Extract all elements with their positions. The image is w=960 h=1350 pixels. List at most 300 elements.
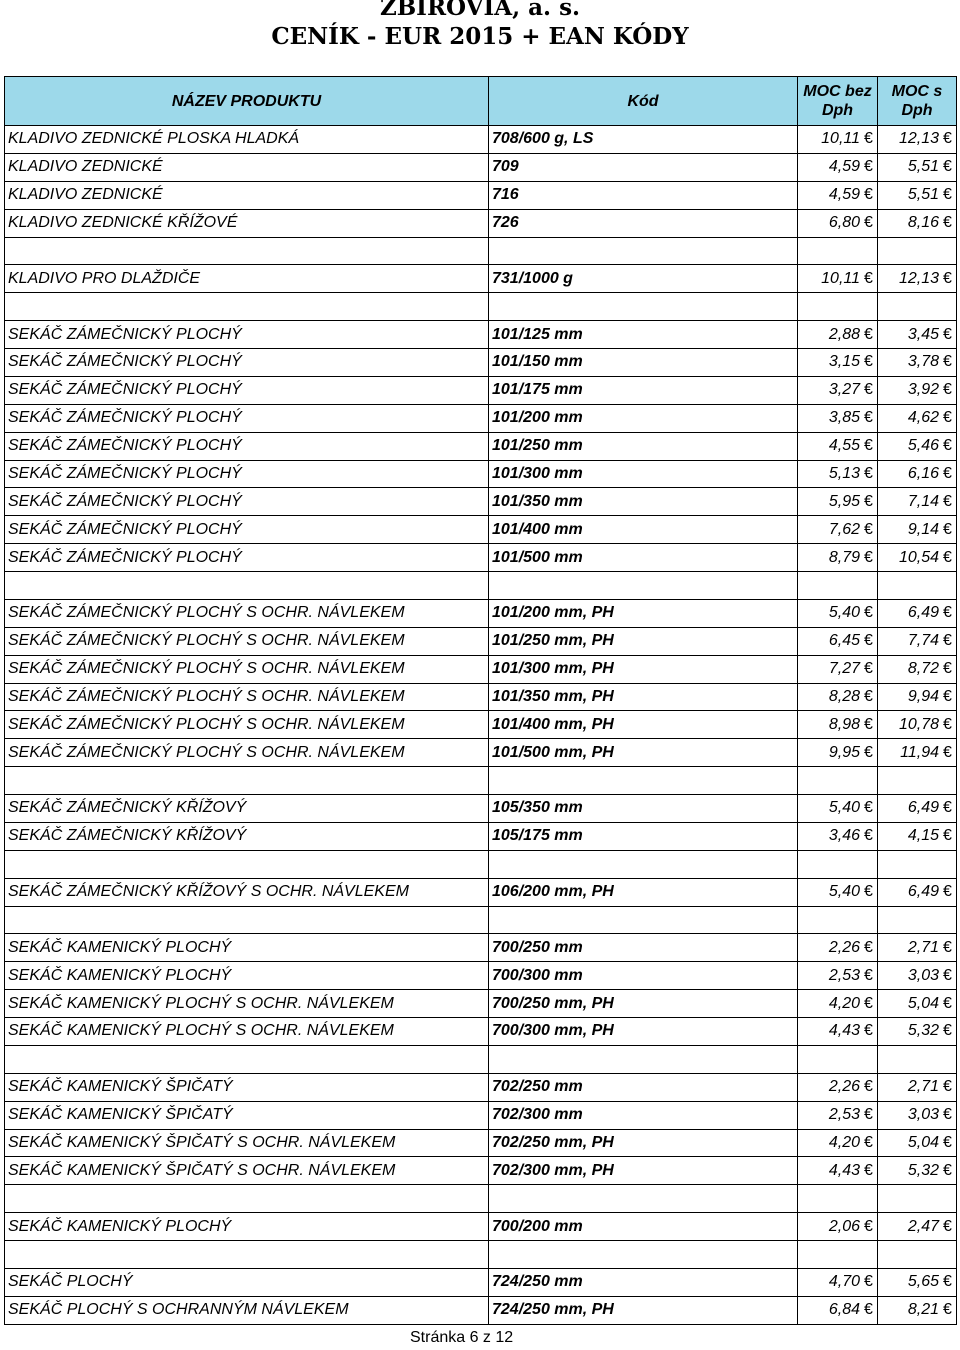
euro-icon: €	[943, 269, 952, 287]
table-row	[5, 1296, 957, 1324]
euro-icon: €	[943, 1078, 952, 1096]
table-row	[5, 544, 957, 572]
euro-icon: €	[943, 966, 952, 984]
euro-icon: €	[864, 799, 873, 817]
price-vat-cell-value: 3,78	[907, 353, 939, 371]
table-row	[5, 822, 957, 850]
product-name-cell: KLADIVO PRO DLAŽDIČE	[5, 265, 489, 293]
price-vat-cell	[878, 795, 957, 823]
product-name-cell	[5, 237, 489, 265]
price-cell-value: 5,40	[828, 604, 860, 622]
table-row	[5, 1268, 957, 1296]
euro-icon: €	[864, 186, 873, 204]
product-name-cell: SEKÁČ ZÁMEČNICKÝ PLOCHÝ S OCHR. NÁVLEKEM	[5, 627, 489, 655]
price-vat-cell	[878, 1073, 957, 1101]
price-vat-cell	[878, 655, 957, 683]
price-cell	[798, 990, 878, 1018]
price-vat-cell-value: 4,62	[907, 409, 939, 427]
euro-icon: €	[864, 827, 873, 845]
euro-icon: €	[943, 1161, 952, 1179]
price-cell-value: 10,11	[821, 269, 860, 287]
product-name-cell: SEKÁČ KAMENICKÝ PLOCHÝ	[5, 962, 489, 990]
product-code-cell	[489, 572, 798, 600]
euro-icon: €	[864, 520, 873, 538]
product-code-cell: 708/600 g, LS	[489, 126, 798, 154]
euro-icon: €	[864, 660, 873, 678]
price-vat-cell	[878, 349, 957, 377]
price-cell-value: 5,13	[828, 464, 860, 482]
price-cell-value: 9,95	[828, 743, 860, 761]
price-cell-value: 4,20	[828, 994, 860, 1012]
product-name-cell: SEKÁČ KAMENICKÝ ŠPIČATÝ S OCHR. NÁVLEKEM	[5, 1157, 489, 1185]
price-cell	[798, 376, 878, 404]
product-code-cell: 101/400 mm, PH	[489, 711, 798, 739]
price-vat-cell	[878, 1129, 957, 1157]
table-row-empty	[5, 850, 957, 878]
price-vat-cell	[878, 627, 957, 655]
product-name-cell: SEKÁČ PLOCHÝ	[5, 1268, 489, 1296]
table-row	[5, 349, 957, 377]
price-vat-cell-value: 2,47	[907, 1217, 939, 1235]
product-name-cell: SEKÁČ ZÁMEČNICKÝ PLOCHÝ S OCHR. NÁVLEKEM	[5, 711, 489, 739]
product-name-cell	[5, 1045, 489, 1073]
price-cell	[798, 126, 878, 154]
product-code-cell: 105/175 mm	[489, 822, 798, 850]
price-vat-cell	[878, 265, 957, 293]
table-row	[5, 934, 957, 962]
product-name-cell: SEKÁČ KAMENICKÝ PLOCHÝ S OCHR. NÁVLEKEM	[5, 1018, 489, 1046]
euro-icon: €	[864, 715, 873, 733]
table-row	[5, 153, 957, 181]
euro-icon: €	[943, 1106, 952, 1124]
table-row	[5, 990, 957, 1018]
product-name-cell	[5, 572, 489, 600]
price-cell-value: 5,95	[828, 492, 860, 510]
table-row	[5, 265, 957, 293]
euro-icon: €	[943, 409, 952, 427]
price-cell	[798, 906, 878, 934]
product-code-cell: 101/250 mm, PH	[489, 627, 798, 655]
product-name-cell: SEKÁČ KAMENICKÝ ŠPIČATÝ	[5, 1101, 489, 1129]
euro-icon: €	[943, 130, 952, 148]
euro-icon: €	[943, 464, 952, 482]
table-row	[5, 599, 957, 627]
price-vat-cell-value: 9,94	[907, 687, 939, 705]
price-vat-cell	[878, 990, 957, 1018]
product-code-cell: 702/250 mm, PH	[489, 1129, 798, 1157]
table-row	[5, 488, 957, 516]
price-vat-cell	[878, 683, 957, 711]
price-cell	[798, 822, 878, 850]
table-row	[5, 627, 957, 655]
product-code-cell: 700/200 mm	[489, 1213, 798, 1241]
price-cell	[798, 655, 878, 683]
price-vat-cell	[878, 181, 957, 209]
product-name-cell: SEKÁČ ZÁMEČNICKÝ PLOCHÝ S OCHR. NÁVLEKEM	[5, 655, 489, 683]
price-cell	[798, 1018, 878, 1046]
price-vat-cell	[878, 321, 957, 349]
table-row	[5, 739, 957, 767]
price-vat-cell-value: 3,03	[907, 1106, 939, 1124]
product-code-cell: 101/500 mm	[489, 544, 798, 572]
price-cell-value: 4,59	[828, 186, 860, 204]
price-cell	[798, 488, 878, 516]
table-row-empty	[5, 572, 957, 600]
product-name-cell: SEKÁČ KAMENICKÝ PLOCHÝ	[5, 1213, 489, 1241]
price-vat-cell	[878, 906, 957, 934]
euro-icon: €	[943, 827, 952, 845]
table-row	[5, 321, 957, 349]
euro-icon: €	[864, 1022, 873, 1040]
product-code-cell: 101/350 mm, PH	[489, 683, 798, 711]
product-code-cell	[489, 850, 798, 878]
price-cell-value: 8,79	[828, 548, 860, 566]
price-vat-cell	[878, 293, 957, 321]
product-name-cell: SEKÁČ ZÁMEČNICKÝ KŘÍŽOVÝ S OCHR. NÁVLEKEM	[5, 878, 489, 906]
price-cell	[798, 627, 878, 655]
price-cell-value: 4,59	[828, 158, 860, 176]
table-row-empty	[5, 1185, 957, 1213]
product-code-cell	[489, 767, 798, 795]
product-name-cell	[5, 850, 489, 878]
price-vat-cell-value: 12,13	[898, 269, 939, 287]
price-cell-value: 7,62	[828, 520, 860, 538]
euro-icon: €	[864, 158, 873, 176]
euro-icon: €	[943, 492, 952, 510]
price-cell	[798, 767, 878, 795]
price-vat-cell-value: 8,21	[907, 1301, 939, 1319]
product-name-cell: SEKÁČ KAMENICKÝ ŠPIČATÝ	[5, 1073, 489, 1101]
price-cell-value: 2,26	[828, 938, 860, 956]
product-code-cell	[489, 1241, 798, 1269]
euro-icon: €	[864, 883, 873, 901]
product-name-cell: SEKÁČ ZÁMEČNICKÝ PLOCHÝ S OCHR. NÁVLEKEM	[5, 683, 489, 711]
price-cell	[798, 460, 878, 488]
price-vat-cell	[878, 767, 957, 795]
table-row	[5, 376, 957, 404]
product-name-cell	[5, 1241, 489, 1269]
price-vat-cell-value: 6,49	[907, 883, 939, 901]
product-name-cell: SEKÁČ ZÁMEČNICKÝ PLOCHÝ	[5, 376, 489, 404]
euro-icon: €	[943, 548, 952, 566]
product-code-cell: 702/300 mm, PH	[489, 1157, 798, 1185]
product-code-cell: 716	[489, 181, 798, 209]
price-vat-cell-value: 5,32	[907, 1161, 939, 1179]
price-vat-cell-value: 8,72	[907, 660, 939, 678]
product-name-cell: SEKÁČ ZÁMEČNICKÝ PLOCHÝ	[5, 516, 489, 544]
price-cell-value: 2,88	[828, 325, 860, 343]
price-vat-cell-value: 6,16	[907, 464, 939, 482]
price-cell	[798, 795, 878, 823]
table-row-empty	[5, 1045, 957, 1073]
product-name-cell: SEKÁČ ZÁMEČNICKÝ PLOCHÝ	[5, 349, 489, 377]
table-row	[5, 1101, 957, 1129]
price-cell	[798, 209, 878, 237]
euro-icon: €	[864, 492, 873, 510]
price-vat-cell	[878, 878, 957, 906]
product-name-cell: SEKÁČ ZÁMEČNICKÝ PLOCHÝ	[5, 321, 489, 349]
euro-icon: €	[864, 1133, 873, 1151]
price-cell	[798, 293, 878, 321]
product-name-cell: SEKÁČ ZÁMEČNICKÝ PLOCHÝ	[5, 544, 489, 572]
product-code-cell: 101/250 mm	[489, 432, 798, 460]
table-row	[5, 432, 957, 460]
product-code-cell	[489, 906, 798, 934]
price-cell	[798, 739, 878, 767]
product-name-cell	[5, 767, 489, 795]
price-cell-value: 4,43	[828, 1022, 860, 1040]
euro-icon: €	[864, 994, 873, 1012]
price-vat-cell	[878, 1296, 957, 1324]
product-name-cell: SEKÁČ ZÁMEČNICKÝ PLOCHÝ S OCHR. NÁVLEKEM	[5, 599, 489, 627]
table-row	[5, 711, 957, 739]
euro-icon: €	[943, 799, 952, 817]
euro-icon: €	[943, 158, 952, 176]
product-code-cell: 702/300 mm	[489, 1101, 798, 1129]
price-vat-cell-value: 2,71	[907, 1078, 939, 1096]
product-code-cell: 101/500 mm, PH	[489, 739, 798, 767]
price-cell-value: 4,55	[828, 437, 860, 455]
euro-icon: €	[864, 214, 873, 232]
price-cell-value: 6,45	[828, 632, 860, 650]
euro-icon: €	[943, 381, 952, 399]
price-cell	[798, 962, 878, 990]
euro-icon: €	[864, 1301, 873, 1319]
euro-icon: €	[943, 214, 952, 232]
company-name: ZBIROVIA, a. s.	[379, 0, 581, 21]
table-row-empty	[5, 906, 957, 934]
price-cell	[798, 850, 878, 878]
product-code-cell: 101/200 mm	[489, 404, 798, 432]
price-cell	[798, 711, 878, 739]
price-vat-cell	[878, 488, 957, 516]
product-name-cell	[5, 293, 489, 321]
product-code-cell: 101/300 mm	[489, 460, 798, 488]
product-name-cell: KLADIVO ZEDNICKÉ	[5, 181, 489, 209]
euro-icon: €	[943, 1133, 952, 1151]
price-cell	[798, 516, 878, 544]
product-name-cell: SEKÁČ ZÁMEČNICKÝ PLOCHÝ	[5, 432, 489, 460]
table-row	[5, 878, 957, 906]
table-row	[5, 683, 957, 711]
price-cell-value: 3,27	[828, 381, 860, 399]
price-cell	[798, 572, 878, 600]
price-cell	[798, 1241, 878, 1269]
price-cell	[798, 599, 878, 627]
product-name-cell: SEKÁČ ZÁMEČNICKÝ PLOCHÝ	[5, 488, 489, 516]
price-cell	[798, 265, 878, 293]
price-vat-cell-value: 7,74	[907, 632, 939, 650]
euro-icon: €	[943, 186, 952, 204]
product-name-cell: KLADIVO ZEDNICKÉ PLOSKA HLADKÁ	[5, 126, 489, 154]
price-cell	[798, 153, 878, 181]
price-vat-cell	[878, 822, 957, 850]
price-vat-cell	[878, 1213, 957, 1241]
price-cell-value: 2,26	[828, 1078, 860, 1096]
price-cell	[798, 1073, 878, 1101]
price-vat-cell-value: 3,92	[907, 381, 939, 399]
price-vat-cell-value: 8,16	[907, 214, 939, 232]
price-vat-cell	[878, 711, 957, 739]
table-row-empty	[5, 1241, 957, 1269]
price-cell-value: 2,53	[828, 966, 860, 984]
product-name-cell: SEKÁČ PLOCHÝ S OCHRANNÝM NÁVLEKEM	[5, 1296, 489, 1324]
price-vat-cell	[878, 739, 957, 767]
table-row	[5, 516, 957, 544]
product-code-cell: 726	[489, 209, 798, 237]
price-table	[4, 76, 957, 1325]
table-row	[5, 1073, 957, 1101]
price-vat-cell	[878, 1018, 957, 1046]
product-code-cell: 101/350 mm	[489, 488, 798, 516]
price-vat-cell	[878, 404, 957, 432]
product-code-cell: 731/1000 g	[489, 265, 798, 293]
euro-icon: €	[943, 632, 952, 650]
price-vat-cell-value: 5,51	[907, 158, 939, 176]
price-cell	[798, 1045, 878, 1073]
price-vat-cell-value: 5,04	[907, 994, 939, 1012]
product-name-cell: SEKÁČ ZÁMEČNICKÝ KŘÍŽOVÝ	[5, 795, 489, 823]
euro-icon: €	[864, 938, 873, 956]
euro-icon: €	[943, 994, 952, 1012]
euro-icon: €	[864, 604, 873, 622]
column-header-price-line2: Dph	[821, 102, 854, 119]
column-header-price-vat	[878, 77, 957, 126]
product-name-cell: SEKÁČ KAMENICKÝ PLOCHÝ	[5, 934, 489, 962]
price-vat-cell	[878, 432, 957, 460]
table-row	[5, 1213, 957, 1241]
euro-icon: €	[943, 1301, 952, 1319]
price-vat-cell	[878, 962, 957, 990]
price-vat-cell	[878, 126, 957, 154]
table-row	[5, 126, 957, 154]
column-header-price-line1: MOC bez	[803, 83, 872, 100]
price-cell	[798, 683, 878, 711]
price-vat-cell-value: 2,71	[907, 938, 939, 956]
price-vat-cell-value: 6,49	[907, 604, 939, 622]
table-body	[5, 126, 957, 1325]
table-row	[5, 795, 957, 823]
price-vat-cell	[878, 850, 957, 878]
price-vat-cell	[878, 237, 957, 265]
price-cell	[798, 878, 878, 906]
price-vat-cell	[878, 934, 957, 962]
euro-icon: €	[943, 660, 952, 678]
product-code-cell: 101/125 mm	[489, 321, 798, 349]
price-vat-cell	[878, 572, 957, 600]
price-vat-cell	[878, 599, 957, 627]
price-cell-value: 5,40	[828, 883, 860, 901]
price-cell	[798, 404, 878, 432]
price-cell	[798, 349, 878, 377]
price-cell-value: 2,06	[828, 1217, 860, 1235]
price-cell-value: 4,43	[828, 1161, 860, 1179]
euro-icon: €	[943, 687, 952, 705]
price-cell	[798, 181, 878, 209]
price-vat-cell-value: 12,13	[898, 130, 939, 148]
price-vat-cell	[878, 153, 957, 181]
euro-icon: €	[864, 687, 873, 705]
column-header-price-vat-line1: MOC s	[891, 83, 943, 100]
price-cell	[798, 544, 878, 572]
product-code-cell: 724/250 mm, PH	[489, 1296, 798, 1324]
product-name-cell	[5, 906, 489, 934]
price-vat-cell	[878, 1157, 957, 1185]
price-vat-cell	[878, 1101, 957, 1129]
price-vat-cell-value: 5,65	[907, 1273, 939, 1291]
table-row	[5, 1157, 957, 1185]
price-vat-cell	[878, 1185, 957, 1213]
euro-icon: €	[864, 632, 873, 650]
product-code-cell	[489, 237, 798, 265]
price-cell-value: 3,85	[828, 409, 860, 427]
euro-icon: €	[864, 130, 873, 148]
price-vat-cell-value: 5,04	[907, 1133, 939, 1151]
price-vat-cell	[878, 544, 957, 572]
table-row	[5, 181, 957, 209]
table-row	[5, 460, 957, 488]
product-code-cell: 101/400 mm	[489, 516, 798, 544]
product-code-cell: 105/350 mm	[489, 795, 798, 823]
table-row	[5, 1129, 957, 1157]
euro-icon: €	[943, 437, 952, 455]
euro-icon: €	[943, 604, 952, 622]
euro-icon: €	[864, 353, 873, 371]
price-vat-cell-value: 7,14	[907, 492, 939, 510]
euro-icon: €	[864, 464, 873, 482]
price-cell-value: 6,84	[828, 1301, 860, 1319]
product-code-cell: 101/300 mm, PH	[489, 655, 798, 683]
price-cell-value: 2,53	[828, 1106, 860, 1124]
euro-icon: €	[943, 1022, 952, 1040]
column-header-price	[798, 77, 878, 126]
price-cell	[798, 237, 878, 265]
price-cell	[798, 321, 878, 349]
euro-icon: €	[943, 1217, 952, 1235]
price-vat-cell-value: 9,14	[907, 520, 939, 538]
price-cell	[798, 1157, 878, 1185]
euro-icon: €	[943, 715, 952, 733]
price-cell	[798, 934, 878, 962]
price-cell-value: 6,80	[828, 214, 860, 232]
price-list-title: CENÍK - EUR 2015 + EAN KÓDY	[271, 23, 689, 50]
product-code-cell	[489, 1185, 798, 1213]
price-cell-value: 8,98	[828, 715, 860, 733]
price-cell	[798, 1129, 878, 1157]
price-vat-cell-value: 5,51	[907, 186, 939, 204]
euro-icon: €	[943, 938, 952, 956]
euro-icon: €	[943, 520, 952, 538]
euro-icon: €	[943, 353, 952, 371]
price-cell	[798, 432, 878, 460]
table-row-empty	[5, 293, 957, 321]
column-header-price-vat-line2: Dph	[901, 102, 933, 119]
euro-icon: €	[864, 381, 873, 399]
product-name-cell: KLADIVO ZEDNICKÉ KŘÍŽOVÉ	[5, 209, 489, 237]
product-name-cell: SEKÁČ ZÁMEČNICKÝ KŘÍŽOVÝ	[5, 822, 489, 850]
euro-icon: €	[943, 883, 952, 901]
price-vat-cell-value: 10,78	[898, 715, 939, 733]
table-row	[5, 1018, 957, 1046]
euro-icon: €	[864, 1078, 873, 1096]
price-vat-cell	[878, 1045, 957, 1073]
product-code-cell: 101/175 mm	[489, 376, 798, 404]
euro-icon: €	[864, 548, 873, 566]
product-name-cell	[5, 1185, 489, 1213]
price-vat-cell-value: 6,49	[907, 799, 939, 817]
table-row	[5, 404, 957, 432]
price-vat-cell	[878, 376, 957, 404]
